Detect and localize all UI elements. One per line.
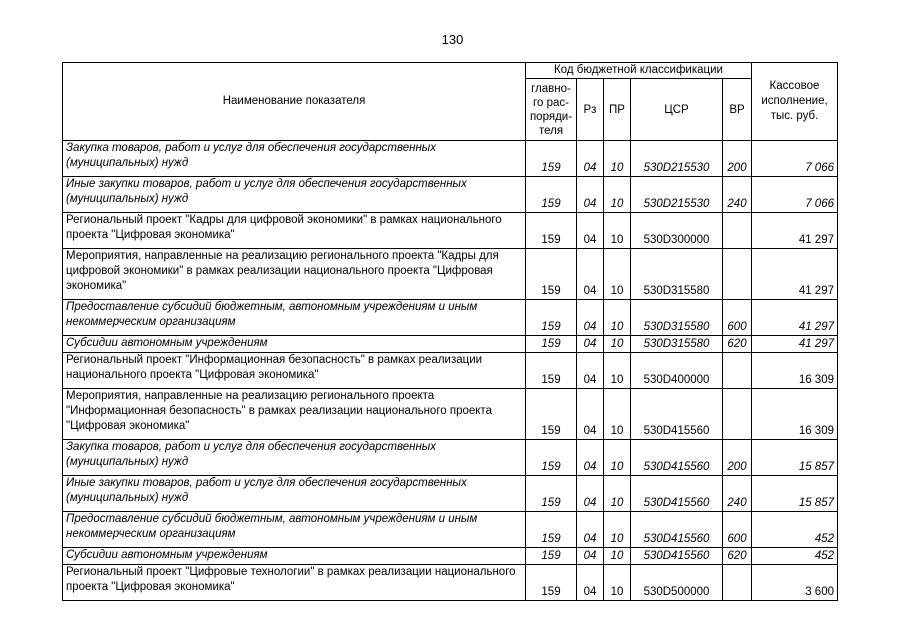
row-amount: 41 297 (752, 336, 838, 353)
row-name: Закупка товаров, работ и услуг для обеспечения государственных (муниципальных) нужд (63, 440, 526, 476)
row-rz: 04 (577, 353, 604, 389)
row-pr: 10 (604, 389, 631, 440)
header-csr: ЦСР (631, 79, 723, 141)
table-row (63, 353, 838, 389)
row-glava: 159 (526, 249, 577, 300)
row-vr: 600 (723, 300, 752, 336)
row-glava: 159 (526, 476, 577, 512)
row-name: Региональный проект "Цифровые технологии" в рамках реализации национального проекта "Цифровая экономика" (63, 565, 526, 601)
row-csr: 530D415560 (631, 548, 723, 565)
row-vr: 620 (723, 548, 752, 565)
budget-table (62, 62, 838, 601)
row-amount: 452 (752, 512, 838, 548)
table-row (63, 548, 838, 565)
row-vr: 620 (723, 336, 752, 353)
header-name: Наименование показателя (63, 63, 526, 141)
row-amount: 41 297 (752, 249, 838, 300)
header-pr: ПР (604, 79, 631, 141)
row-name: Субсидии автономным учреждениям (63, 336, 526, 353)
row-name: Предоставление субсидий бюджетным, автономным учреждениям и иным некоммерческим организациям (63, 300, 526, 336)
row-name: Мероприятия, направленные на реализацию регионального проекта "Информационная безопасность" в рамках реализации национального проекта "Цифровая экономика" (63, 389, 526, 440)
table-row (63, 565, 838, 601)
row-glava: 159 (526, 141, 577, 177)
header-amount: Кассовое исполнение, тыс. руб. (752, 63, 838, 141)
row-pr: 10 (604, 565, 631, 601)
row-pr: 10 (604, 512, 631, 548)
row-vr (723, 213, 752, 249)
row-rz: 04 (577, 476, 604, 512)
row-rz: 04 (577, 300, 604, 336)
row-name: Региональный проект "Информационная безопасность" в рамках реализации национального проекта "Цифровая экономика" (63, 353, 526, 389)
row-amount: 16 309 (752, 353, 838, 389)
row-vr: 240 (723, 177, 752, 213)
row-name: Мероприятия, направленные на реализацию регионального проекта "Кадры для цифровой экономики" в рамках реализации национального проекта "Цифровая экономика" (63, 249, 526, 300)
row-rz: 04 (577, 336, 604, 353)
row-amount: 41 297 (752, 213, 838, 249)
row-csr: 530D415560 (631, 440, 723, 476)
row-glava: 159 (526, 565, 577, 601)
row-pr: 10 (604, 440, 631, 476)
header-rz: Рз (577, 79, 604, 141)
row-vr (723, 565, 752, 601)
row-rz: 04 (577, 440, 604, 476)
table-row (63, 213, 838, 249)
table-row (63, 512, 838, 548)
row-pr: 10 (604, 353, 631, 389)
row-amount: 7 066 (752, 141, 838, 177)
row-rz: 04 (577, 213, 604, 249)
row-vr: 200 (723, 440, 752, 476)
row-glava: 159 (526, 353, 577, 389)
page-number: 130 (441, 32, 464, 47)
row-vr: 200 (723, 141, 752, 177)
row-pr: 10 (604, 336, 631, 353)
row-vr (723, 389, 752, 440)
row-amount: 16 309 (752, 389, 838, 440)
row-glava: 159 (526, 300, 577, 336)
row-csr: 530D415560 (631, 512, 723, 548)
row-glava: 159 (526, 512, 577, 548)
row-pr: 10 (604, 548, 631, 565)
row-rz: 04 (577, 565, 604, 601)
row-amount: 15 857 (752, 440, 838, 476)
row-glava: 159 (526, 213, 577, 249)
row-name: Иные закупки товаров, работ и услуг для обеспечения государственных (муниципальных) нужд (63, 476, 526, 512)
row-csr: 530D500000 (631, 565, 723, 601)
row-name: Субсидии автономным учреждениям (63, 548, 526, 565)
row-glava: 159 (526, 177, 577, 213)
table-row (63, 336, 838, 353)
row-rz: 04 (577, 141, 604, 177)
row-rz: 04 (577, 548, 604, 565)
row-rz: 04 (577, 512, 604, 548)
row-vr (723, 353, 752, 389)
table-row (63, 476, 838, 512)
row-glava: 159 (526, 440, 577, 476)
row-vr: 600 (723, 512, 752, 548)
row-glava: 159 (526, 389, 577, 440)
row-name: Предоставление субсидий бюджетным, автономным учреждениям и иным некоммерческим организациям (63, 512, 526, 548)
row-rz: 04 (577, 177, 604, 213)
row-pr: 10 (604, 249, 631, 300)
row-pr: 10 (604, 300, 631, 336)
row-csr: 530D215530 (631, 141, 723, 177)
row-name: Региональный проект "Кадры для цифровой экономики" в рамках национального проекта "Цифровая экономика" (63, 213, 526, 249)
table-row (63, 440, 838, 476)
row-csr: 530D415560 (631, 389, 723, 440)
row-glava: 159 (526, 336, 577, 353)
row-rz: 04 (577, 249, 604, 300)
row-csr: 530D400000 (631, 353, 723, 389)
row-csr: 530D315580 (631, 336, 723, 353)
row-name: Закупка товаров, работ и услуг для обеспечения государственных (муниципальных) нужд (63, 141, 526, 177)
row-glava: 159 (526, 548, 577, 565)
row-amount: 7 066 (752, 177, 838, 213)
row-csr: 530D215530 (631, 177, 723, 213)
header-vr: ВР (723, 79, 752, 141)
table-row (63, 177, 838, 213)
table-row (63, 300, 838, 336)
row-pr: 10 (604, 476, 631, 512)
row-csr: 530D300000 (631, 213, 723, 249)
row-pr: 10 (604, 177, 631, 213)
row-amount: 15 857 (752, 476, 838, 512)
header-code-group: Код бюджетной классификации (526, 63, 752, 79)
row-vr (723, 249, 752, 300)
row-vr: 240 (723, 476, 752, 512)
header-glava: главно-го рас-поряди-теля (526, 79, 577, 141)
row-amount: 41 297 (752, 300, 838, 336)
row-rz: 04 (577, 389, 604, 440)
row-pr: 10 (604, 141, 631, 177)
row-csr: 530D415560 (631, 476, 723, 512)
table-row (63, 141, 838, 177)
row-csr: 530D315580 (631, 249, 723, 300)
row-pr: 10 (604, 213, 631, 249)
row-csr: 530D315580 (631, 300, 723, 336)
table-row (63, 389, 838, 440)
row-amount: 452 (752, 548, 838, 565)
table-row (63, 249, 838, 300)
row-amount: 3 600 (752, 565, 838, 601)
row-name: Иные закупки товаров, работ и услуг для обеспечения государственных (муниципальных) нужд (63, 177, 526, 213)
